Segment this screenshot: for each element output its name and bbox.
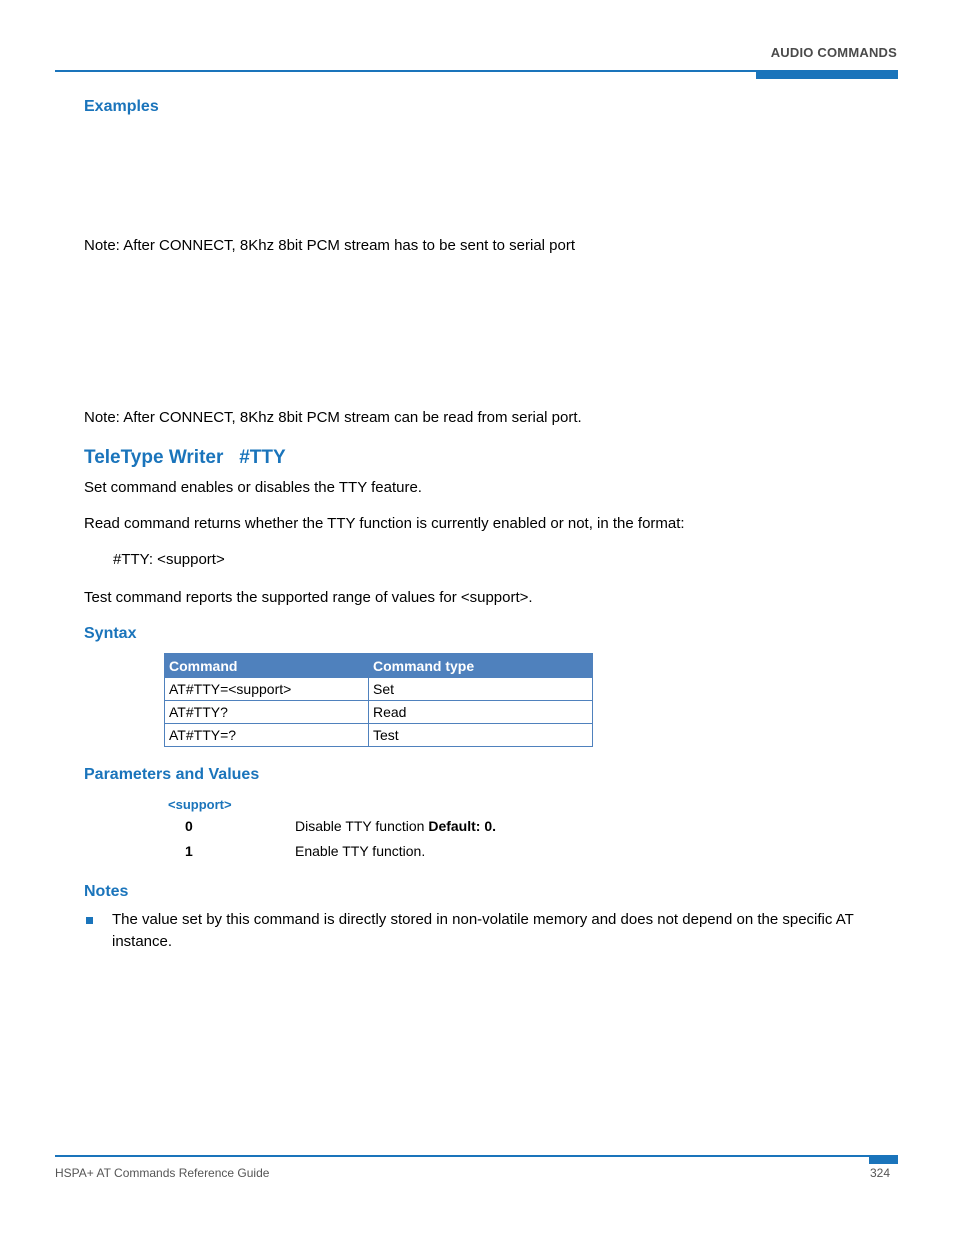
tty-heading: TeleType Writer #TTY <box>84 447 286 468</box>
table-row <box>165 701 593 724</box>
table-cell-type: Set <box>369 678 593 701</box>
parameter-name: <support> <box>168 797 232 812</box>
footer-title: HSPA+ AT Commands Reference Guide <box>55 1166 270 1180</box>
parameter-value-0: 0 <box>185 818 193 834</box>
bullet-square-icon <box>86 917 93 924</box>
parameter-default: Default: 0. <box>428 818 497 834</box>
table-cell-command: AT#TTY=<support> <box>165 678 369 701</box>
parameter-desc-0 <box>295 818 496 834</box>
tty-description-set: Set command enables or disables the TTY feature. <box>84 479 422 496</box>
table-cell-command: AT#TTY=? <box>165 724 369 747</box>
note-item: The value set by this command is directly stored in non-volatile memory and does not depend on the specific AT instance. <box>112 911 854 950</box>
column-header-command: Command <box>165 654 369 678</box>
footer-accent-tab <box>869 1155 898 1164</box>
table-cell-command: AT#TTY? <box>165 701 369 724</box>
tty-read-format: #TTY: <support> <box>113 551 225 568</box>
parameters-heading: Parameters and Values <box>84 766 260 783</box>
parameter-desc-text: Disable TTY function <box>295 818 429 834</box>
syntax-heading: Syntax <box>84 625 137 642</box>
examples-note-2: Note: After CONNECT, 8Khz 8bit PCM stream can be read from serial port. <box>84 409 582 426</box>
header-accent-tab <box>756 70 898 79</box>
syntax-table-header <box>165 654 593 678</box>
header-section-label: AUDIO COMMANDS <box>770 45 897 60</box>
examples-heading: Examples <box>84 98 159 115</box>
tty-description-test: Test command reports the supported range of values for <support>. <box>84 589 533 606</box>
parameter-value-1: 1 <box>185 843 193 859</box>
notes-heading: Notes <box>84 883 129 900</box>
table-row <box>165 724 593 747</box>
table-cell-type: Read <box>369 701 593 724</box>
tty-description-read: Read command returns whether the TTY function is currently enabled or not, in the format: <box>84 515 685 532</box>
table-cell-type: Test <box>369 724 593 747</box>
footer-rule <box>55 1155 898 1157</box>
table-row <box>165 678 593 701</box>
column-header-command-type: Command type <box>369 654 593 678</box>
parameter-desc-1: Enable TTY function. <box>295 843 426 859</box>
syntax-table <box>164 653 593 747</box>
page-number: 324 <box>870 1166 891 1180</box>
examples-note-1: Note: After CONNECT, 8Khz 8bit PCM stream has to be sent to serial port <box>84 237 576 254</box>
